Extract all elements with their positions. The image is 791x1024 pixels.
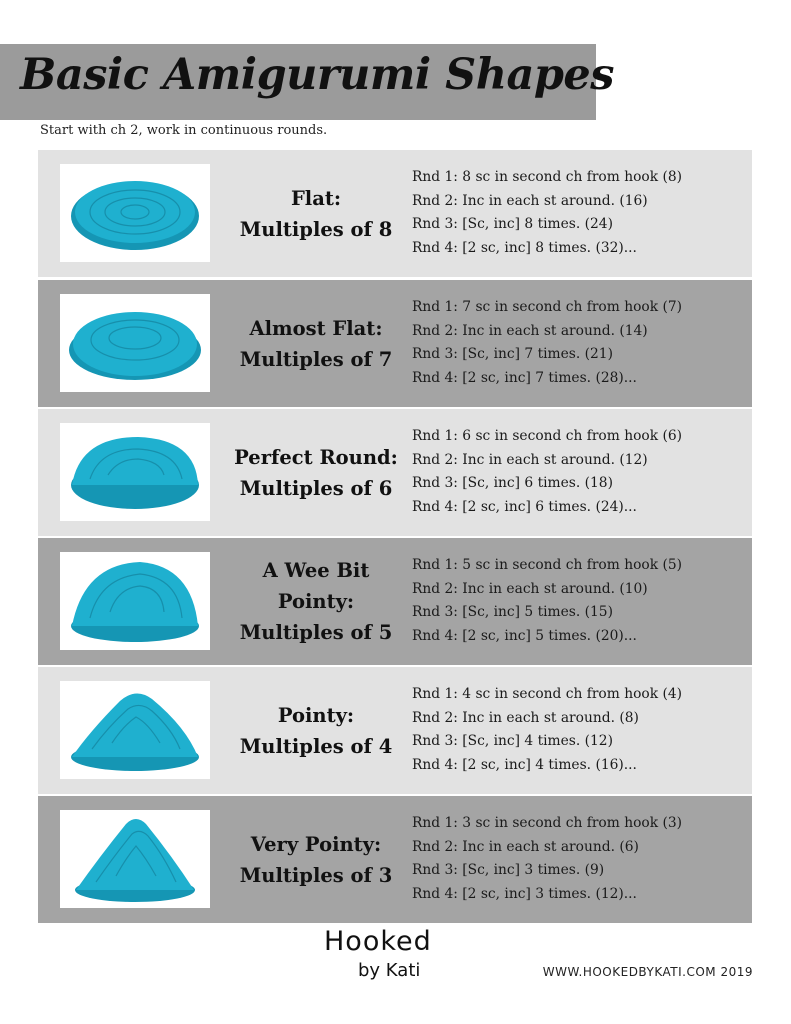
shape-row-flat xyxy=(38,150,752,277)
almost-flat-crochet-photo xyxy=(60,294,210,392)
shape-row-very-pointy xyxy=(38,796,752,923)
round-instructions: Rnd 1: 8 sc in second ch from hook (8) Rnd 2: Inc in each st around. (16) Rnd 3: [Sc, inc] 8 times. (24) Rnd 4: [2 sc, inc] 8 times. (32)... xyxy=(412,169,682,256)
intro-text: Start with ch 2, work in continuous rounds. xyxy=(40,123,328,138)
page-title: Basic Amigurumi Shapes xyxy=(20,50,614,100)
hooked-by-kati-logo: Hooked by Kati xyxy=(324,926,432,981)
shape-label: A Wee Bit Pointy: Multiples of 5 xyxy=(239,559,393,644)
very-pointy-crochet-photo xyxy=(60,810,210,908)
pointy-crochet-photo xyxy=(60,681,210,779)
shape-label: Almost Flat: Multiples of 7 xyxy=(239,316,393,371)
shape-row-pointy xyxy=(38,667,752,794)
shape-row-almost-flat xyxy=(38,280,752,407)
footer-website: WWW.HOOKEDBYKATI.COM 2019 xyxy=(542,965,753,979)
round-instructions: Rnd 1: 5 sc in second ch from hook (5) Rnd 2: Inc in each st around. (10) Rnd 3: [Sc, inc] 5 times. (15) Rnd 4: [2 sc, inc] 5 times. (20)... xyxy=(412,557,682,644)
round-instructions: Rnd 1: 3 sc in second ch from hook (3) Rnd 2: Inc in each st around. (6) Rnd 3: [Sc, inc] 3 times. (9) Rnd 4: [2 sc, inc] 3 times. (12)... xyxy=(412,815,682,902)
shape-label: Perfect Round: Multiples of 6 xyxy=(234,445,398,500)
perfect-round-crochet-photo xyxy=(60,423,210,521)
shape-label: Very Pointy: Multiples of 3 xyxy=(239,832,393,887)
round-instructions: Rnd 1: 6 sc in second ch from hook (6) Rnd 2: Inc in each st around. (12) Rnd 3: [Sc, inc] 6 times. (18) Rnd 4: [2 sc, inc] 6 times. (24)... xyxy=(412,428,682,515)
round-instructions: Rnd 1: 7 sc in second ch from hook (7) Rnd 2: Inc in each st around. (14) Rnd 3: [Sc, inc] 7 times. (21) Rnd 4: [2 sc, inc] 7 times. (28)... xyxy=(412,299,682,386)
shape-label: Pointy: Multiples of 4 xyxy=(239,703,393,758)
title-bar xyxy=(0,44,614,120)
round-instructions: Rnd 1: 4 sc in second ch from hook (4) Rnd 2: Inc in each st around. (8) Rnd 3: [Sc, inc] 4 times. (12) Rnd 4: [2 sc, inc] 4 times. (16)... xyxy=(412,686,682,773)
shape-row-wee-bit-pointy xyxy=(38,538,752,665)
shape-row-perfect-round xyxy=(38,409,752,536)
flat-crochet-photo xyxy=(60,164,210,262)
shape-label: Flat: Multiples of 8 xyxy=(239,186,393,241)
wee-bit-pointy-crochet-photo xyxy=(60,552,210,650)
